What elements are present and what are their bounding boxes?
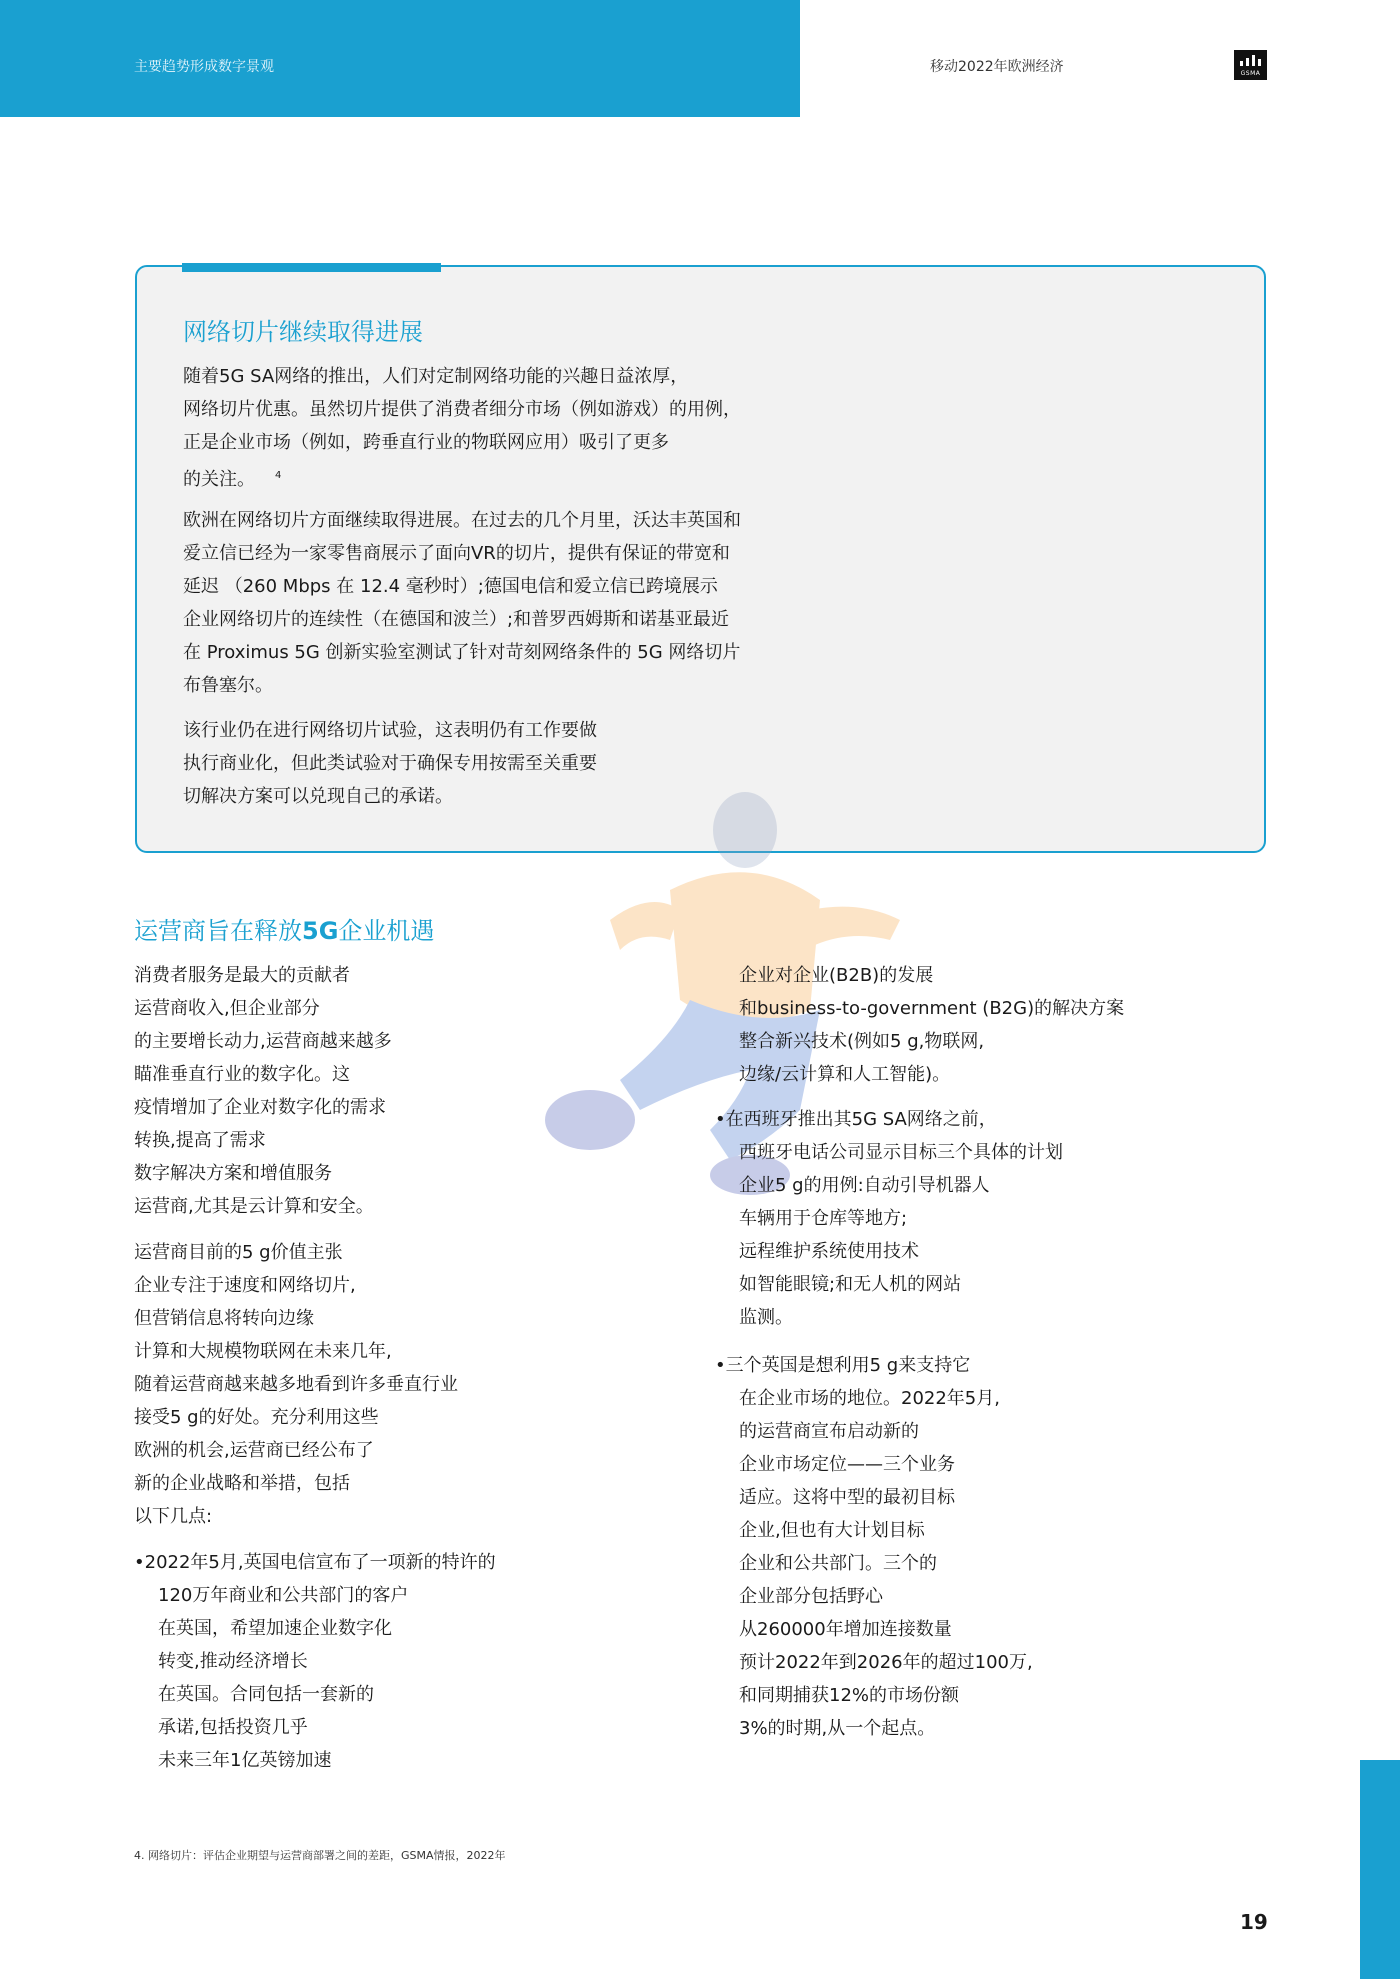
text-line: 网络切片优惠。虽然切片提供了消费者细分市场（例如游戏）的用例， [183,399,741,420]
text-line: 的主要增长动力,运营商越来越多 [134,1031,392,1052]
text-line: 预计2022年到2026年的超过100万, [739,1652,1033,1673]
right-column-continuation [739,959,1124,1091]
text-line: 随着运营商越来越多地看到许多垂直行业 [134,1374,458,1395]
text-line: 未来三年1亿英镑加速 [158,1750,332,1771]
figure-arm-right [810,907,900,945]
header-section-label: 主要趋势形成数字景观 [134,59,274,75]
text-line: 边缘/云计算和人工智能)。 [739,1064,951,1085]
text-line: •2022年5月,英国电信宣布了一项新的特许的 [134,1552,496,1573]
text-line: 疫情增加了企业对数字化的需求 [134,1097,386,1118]
callout-paragraph-1 [183,360,863,496]
callout-title: 网络切片继续取得进展 [183,318,423,346]
text-line: 以下几点: [134,1506,213,1527]
text-line: 接受5 g的好处。充分利用这些 [134,1407,379,1428]
text-line: 企业市场定位——三个业务 [739,1454,955,1475]
section-title: 运营商旨在释放5G企业机遇 [134,917,435,945]
text-line: 企业对企业(B2B)的发展 [739,965,934,986]
bullet-telefonica [715,1103,1063,1334]
text-line: 执行商业化，但此类试验对于确保专用按需至关重要 [183,753,597,774]
callout-accent-bar [182,263,441,272]
text-line: 和同期捕获12%的市场份额 [739,1685,960,1706]
text-line: 企业和公共部门。三个的 [739,1553,937,1574]
text-line: 爱立信已经为一家零售商展示了面向VR的切片，提供有保证的带宽和 [183,543,730,564]
text-line: 延迟 （260 Mbps 在 12.4 毫秒时）;德国电信和爱立信已跨境展示 [183,576,718,597]
text-line: 随着5G SA网络的推出，人们对定制网络功能的兴趣日益浓厚， [183,366,689,387]
text-line: 在企业市场的地位。2022年5月, [739,1388,1000,1409]
text-line: 和business-to-government (B2G)的解决方案 [739,998,1125,1019]
text-line: 在英国，希望加速企业数字化 [158,1618,392,1639]
header-band [0,0,800,117]
text-line: •三个英国是想利用5 g来支持它 [715,1355,971,1376]
text-line: 欧洲的机会,运营商已经公布了 [134,1440,374,1461]
text-line: 企业,但也有大计划目标 [739,1520,925,1541]
bullet-bt [134,1546,496,1777]
text-line: 转换,提高了需求 [134,1130,266,1151]
gsma-logo-text: GSMA [1240,70,1261,77]
text-line: 120万年商业和公共部门的客户 [158,1585,409,1606]
text-line: 正是企业市场（例如，跨垂直行业的物联网应用）吸引了更多 [183,432,669,453]
text-line: 适应。这将中型的最初目标 [739,1487,955,1508]
text-line: 在 Proximus 5G 创新实验室测试了针对苛刻网络条件的 5G 网络切片 [183,642,741,663]
text-line: 西班牙电话公司显示目标三个具体的计划 [739,1142,1063,1163]
text-line: 3%的时期,从一个起点。 [739,1718,936,1739]
text-line: 监测。 [739,1307,793,1328]
text-line: 运营商,尤其是云计算和安全。 [134,1196,374,1217]
text-line: 企业部分包括野心 [739,1586,883,1607]
callout-paragraph-2 [183,504,863,702]
footnote: 4. 网络切片：评估企业期望与运营商部署之间的差距，GSMA情报，2022年 [134,1849,506,1862]
text-line: 瞄准垂直行业的数字化。这 [134,1064,350,1085]
gsma-logo-icon [1234,50,1267,80]
figure-shoe-left [545,1090,635,1150]
text-line: 企业网络切片的连续性（在德国和波兰）;和普罗西姆斯和诺基亚最近 [183,609,730,630]
text-line: 转变,推动经济增长 [158,1651,308,1672]
text-line: 运营商目前的5 g价值主张 [134,1242,343,1263]
text-line: 的关注。 [183,469,255,490]
text-line: 的运营商宣布启动新的 [739,1421,919,1442]
text-line: 消费者服务是最大的贡献者 [134,965,350,986]
text-line: 企业5 g的用例:自动引导机器人 [739,1175,990,1196]
left-column-paragraph-2 [134,1236,458,1533]
page-number: 19 [1240,1910,1268,1934]
text-line: 车辆用于仓库等地方; [739,1208,908,1229]
left-column-paragraph-1 [134,959,392,1223]
text-line: 新的企业战略和举措，包括 [134,1473,350,1494]
figure-head [713,792,777,868]
side-accent-bar [1360,1760,1400,1979]
text-line: 切解决方案可以兑现自己的承诺。 [183,786,453,807]
footnote-reference: 4 [275,470,282,481]
text-line: 欧洲在网络切片方面继续取得进展。在过去的几个月里，沃达丰英国和 [183,510,741,531]
text-line: 企业专注于速度和网络切片, [134,1275,356,1296]
text-line: 整合新兴技术(例如5 g,物联网, [739,1031,985,1052]
text-line: 从260000年增加连接数量 [739,1619,952,1640]
text-line: 承诺,包括投资几乎 [158,1717,308,1738]
bullet-three-uk [715,1349,1033,1745]
text-line: •在西班牙推出其5G SA网络之前， [715,1109,997,1130]
header-report-title: 移动2022年欧洲经济 [930,59,1064,75]
figure-arm-left [610,902,680,950]
text-line: 在英国。合同包括一套新的 [158,1684,374,1705]
text-line: 计算和大规模物联网在未来几年, [134,1341,392,1362]
text-line: 远程维护系统使用技术 [739,1241,919,1262]
text-line: 如智能眼镜;和无人机的网站 [739,1274,962,1295]
text-line: 数字解决方案和增值服务 [134,1163,332,1184]
text-line: 但营销信息将转向边缘 [134,1308,314,1329]
text-line: 运营商收入,但企业部分 [134,998,320,1019]
text-line: 该行业仍在进行网络切片试验，这表明仍有工作要做 [183,720,597,741]
text-line: 布鲁塞尔。 [183,675,273,696]
